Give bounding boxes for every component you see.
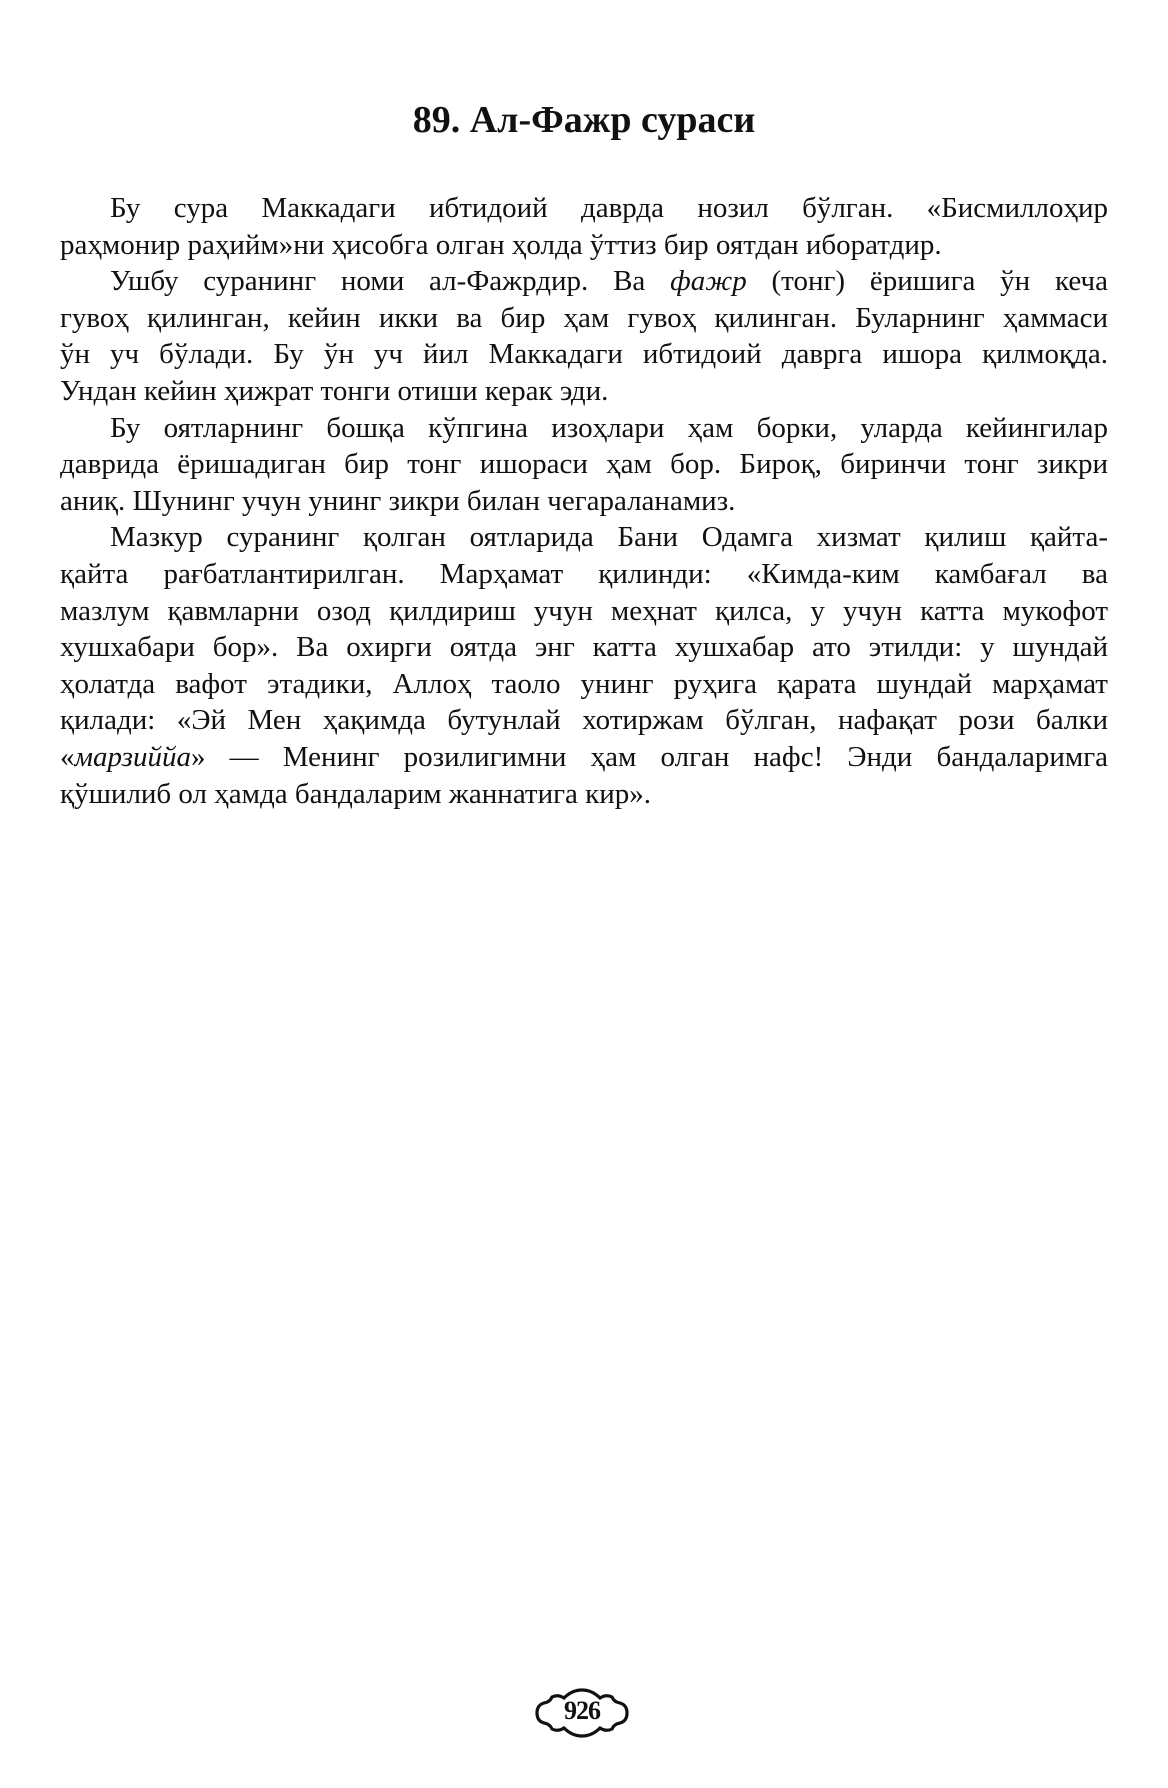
text-segment: (тонг) ёришига ўн кеча	[746, 265, 1108, 298]
page-number: 926	[564, 1696, 600, 1725]
text-line	[60, 519, 1108, 556]
body-text	[60, 190, 1108, 812]
text-line	[60, 702, 1108, 739]
text-segment: даврида ёришадиган бир тонг ишораси ҳам бор. Бироқ, биринчи тонг зикри	[60, 448, 1108, 481]
text-line	[60, 776, 1108, 813]
text-line	[60, 190, 1108, 227]
text-segment: аниқ. Шунинг учун унинг зикри билан чегараланамиз.	[60, 484, 736, 517]
text-segment: Ушбу суранинг номи ал-Фажрдир. Ва	[110, 265, 671, 298]
chapter-title: 89. Ал-Фажр сураси	[412, 99, 756, 141]
text-segment: қилади: «Эй Мен ҳақимда бутунлай хотиржам бўлган, нафақат рози балки	[60, 704, 1108, 737]
text-line	[60, 593, 1108, 630]
text-line	[60, 227, 1108, 264]
text-segment: «	[60, 740, 75, 773]
text-segment: » — Менинг розилигимни ҳам олган нафс! Энди бандаларимга	[190, 740, 1108, 773]
text-segment: гувоҳ қилинган, кейин икки ва бир ҳам гувоҳ қилинган. Буларнинг ҳаммаси	[60, 301, 1108, 334]
text-segment: Бу сура Маккадаги ибтидоий даврда нозил бўлган. «Бисмиллоҳир	[110, 192, 1108, 224]
text-segment: ҳолатда вафот этадики, Аллоҳ таоло унинг руҳига қарата шундай марҳамат	[60, 667, 1108, 700]
text-segment: Бу оятларнинг бошқа кўпгина изоҳлари ҳам борки, уларда кейингилар	[110, 411, 1108, 444]
text-line	[60, 410, 1108, 447]
text-segment: қўшилиб ол ҳамда бандаларим жаннатига кир».	[60, 777, 652, 810]
text-segment: мазлум қавмларни озод қилдириш учун меҳнат қилса, у учун катта мукофот	[60, 594, 1108, 627]
text-segment: раҳмонир раҳийм»ни ҳисобга олган ҳолда ўттиз бир оятдан иборатдир.	[60, 228, 942, 261]
text-segment: Мазкур суранинг қолган оятларида Бани Одамга хизмат қилиш қайта-	[110, 521, 1108, 554]
text-segment: хушхабари бор». Ва охирги оятда энг катта хушхабар ато этилди: у шундай	[60, 631, 1108, 664]
text-line	[60, 300, 1108, 337]
text-segment: қайта рағбатлантирилган. Марҳамат қилинди: «Кимда-ким камбағал ва	[60, 557, 1108, 590]
text-line	[60, 556, 1108, 593]
text-segment: ўн уч бўлади. Бу ўн уч йил Маккадаги ибтидоий даврга ишора қилмоқда.	[60, 338, 1108, 371]
italic-term: марзиййа	[74, 740, 191, 773]
text-line	[60, 263, 1108, 300]
text-line	[60, 739, 1108, 776]
text-segment: Ундан кейин ҳижрат тонги отиши керак эди.	[60, 374, 609, 407]
text-line	[60, 446, 1108, 483]
text-line	[60, 666, 1108, 703]
text-line	[60, 629, 1108, 666]
text-line	[60, 483, 1108, 520]
text-line	[60, 373, 1108, 410]
text-line	[60, 336, 1108, 373]
italic-term: фажр	[670, 265, 747, 298]
page-number-ornament	[534, 1688, 630, 1738]
